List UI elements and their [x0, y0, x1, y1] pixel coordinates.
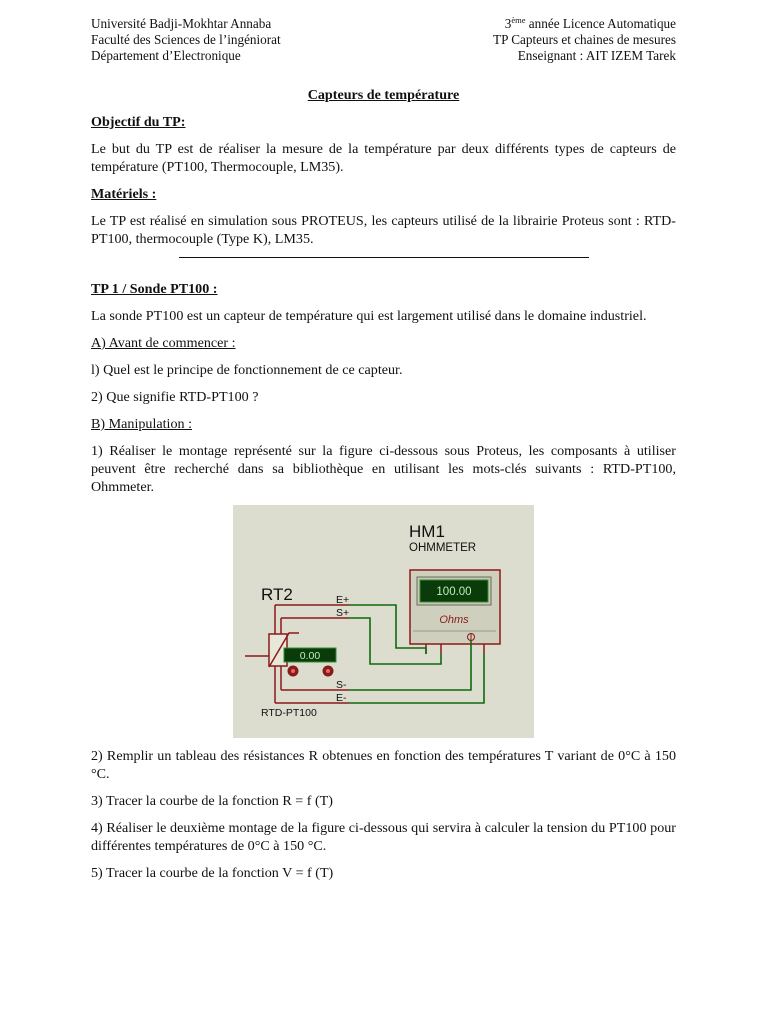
manipulation-4: 4) Réaliser le deuxième montage de la figure ci-dessous qui servira à calculer la tension du PT100 pour différentes températures de 0°C à 150 °C. [91, 820, 676, 854]
section-b-heading: B) Manipulation : [91, 416, 192, 432]
meter-type-label: OHMMETER [409, 542, 477, 554]
tp1-heading: TP 1 / Sonde PT100 : [91, 281, 218, 297]
document-title: Capteurs de température [307, 87, 460, 103]
pin-eplus-label: E+ [336, 594, 350, 606]
header-faculty: Faculté des Sciences de l’ingéniorat [91, 32, 281, 47]
objectif-text: Le but du TP est de réaliser la mesure de la température par deux différents types de capteurs de température (PT100, Thermocouple, LM35). [91, 141, 676, 175]
header-year: 3ème année Licence Automatique [504, 15, 676, 31]
materiels-text: Le TP est réalisé en simulation sous PROTEUS, les capteurs utilisé de la librairie Proteus sont : RTD-PT100, thermocouple (Type K), LM35. [91, 213, 676, 247]
header-university: Université Badji-Mokhtar Annaba [91, 16, 272, 31]
question-2: 2) Que signifie RTD-PT100 ? [91, 389, 259, 405]
manipulation-1: 1) Réaliser le montage représenté sur la figure ci-dessous sous Proteus, les composants à utiliser peuvent être recherché dans sa bibliothèque en utilisant les mots-clés suivants : RTD-PT100, Ohmmeter. [91, 443, 676, 495]
meter-ref-label: HM1 [409, 522, 445, 541]
header-department: Département d’Electronique [91, 48, 241, 63]
sensor-ref-label: RT2 [261, 585, 293, 604]
document-body [91, 86, 676, 891]
ohmmeter-value: 100.00 [436, 586, 472, 598]
header-teacher: Enseignant : AIT IZEM Tarek [517, 48, 676, 63]
pin-eminus-label: E- [336, 692, 347, 704]
pin-splus-label: S+ [336, 607, 350, 619]
sensor-button-up-mark [326, 669, 330, 673]
sensor-type-label: RTD-PT100 [261, 707, 317, 719]
circuit-diagram [233, 505, 534, 738]
tp1-intro: La sonde PT100 est un capteur de température qui est largement utilisé dans le domaine industriel. [91, 308, 647, 324]
header-course [493, 16, 676, 64]
ohmmeter-unit: Ohms [439, 614, 469, 626]
objectif-heading: Objectif du TP: [91, 114, 186, 130]
sensor-button-down-mark [291, 669, 295, 673]
manipulation-5: 5) Tracer la courbe de la fonction V = f (T) [91, 865, 334, 881]
header-course-title: TP Capteurs et chaines de mesures [493, 32, 676, 47]
header-institution [91, 16, 281, 64]
manipulation-2: 2) Remplir un tableau des résistances R obtenues en fonction des températures T variant de 0°C à 150 °C. [91, 748, 676, 782]
pin-sminus-label: S- [336, 679, 347, 691]
circuit-figure [233, 505, 534, 738]
question-1: l) Quel est le principe de fonctionnement de ce capteur. [91, 362, 403, 378]
section-a-heading: A) Avant de commencer : [91, 335, 236, 351]
materiels-heading: Matériels : [91, 186, 157, 202]
separator-line [179, 257, 589, 258]
manipulation-3: 3) Tracer la courbe de la fonction R = f (T) [91, 793, 333, 809]
sensor-value: 0.00 [299, 650, 321, 662]
